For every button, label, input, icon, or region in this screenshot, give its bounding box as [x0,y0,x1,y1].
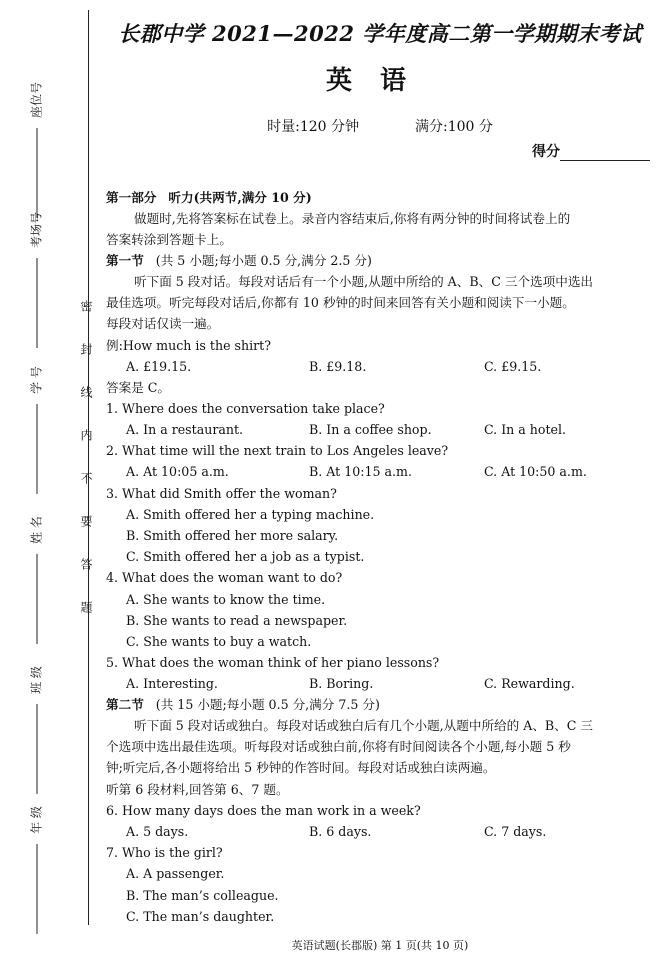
option-b: B. Boring. [309,676,374,691]
option-a: A. A passenger. [126,866,225,881]
section1-heading: 第一节 (共 5 小题;每小题 0.5 分,满分 2.5 分) [106,253,372,268]
exam-room-field [28,212,45,348]
exam-title: 长郡中学 2021—2022 学年度高二第一学期期末考试 [118,21,642,46]
section2-intro-line: 听下面 5 段对话或独白。每段对话或独白后有几个小题,从题中所给的 A、B、C 三 [134,718,594,733]
seal-notice: 密封线内不要答题 [79,300,93,644]
question-2: 2. What time will the next train to Los Angeles leave? [106,443,449,458]
option-c: C. The man’s daughter. [126,909,275,924]
option-c: C. At 10:50 a.m. [484,464,587,479]
name-label: 姓 名 [29,516,44,544]
option-c: C. In a hotel. [484,422,567,437]
example-option-b: B. £9.18. [309,359,367,374]
student-number-field [28,366,45,494]
class-field [28,666,45,794]
section1-intro-line: 听下面 5 段对话。每段对话后有一个小题,从题中所给的 A、B、C 三个选项中选出 [134,274,594,289]
name-blank[interactable] [35,554,37,644]
exam-meta [106,116,654,136]
grade-field [28,806,45,934]
example-answer: 答案是 C。 [106,380,171,395]
score-label: 得分 [532,144,560,160]
question-5: 5. What does the woman think of her piano lessons? [106,655,440,670]
question-6: 6. How many days does the man work in a week? [106,803,421,818]
example-question: 例:How much is the shirt? [106,338,271,353]
section1-intro-line: 每段对话仅读一遍。 [106,316,220,331]
option-a: A. In a restaurant. [126,422,244,437]
question-4: 4. What does the woman want to do? [106,570,343,585]
grade-label: 年 级 [29,806,44,834]
binding-margin [0,0,100,966]
class-blank[interactable] [35,704,37,794]
seat-number-blank[interactable] [35,128,37,218]
section2-heading: 第二节 (共 15 小题;每小题 0.5 分,满分 7.5 分) [106,697,380,712]
part1-intro-line: 答案转涂到答题卡上。 [106,232,232,247]
score-field [532,141,650,161]
subject-title: 英语 [325,66,434,96]
option-c: C. Rewarding. [484,676,575,691]
exam-room-label: 考场号 [29,211,44,249]
name-field [28,516,45,644]
question-7: 7. Who is the girl? [106,845,223,860]
section1-intro-line: 最佳选项。听完每段对话后,你都有 10 秒钟的时间来回答有关小题和阅读下一小题。 [106,295,575,310]
option-c: C. She wants to buy a watch. [126,634,312,649]
option-c: C. Smith offered her a job as a typist. [126,549,365,564]
seat-number-label: 座位号 [29,81,44,119]
part1-intro-line: 做题时,先将答案标在试卷上。录音内容结束后,你将有两分钟的时间将试卷上的 [134,211,571,226]
option-b: B. 6 days. [309,824,372,839]
option-a: A. She wants to know the time. [126,592,326,607]
option-b: B. She wants to read a newspaper. [126,613,348,628]
grade-blank[interactable] [35,844,37,934]
full-score: 满分:100 分 [415,119,493,135]
class-label: 班 级 [29,666,44,694]
seat-number-field [28,82,45,218]
example-option-a: A. £19.15. [126,359,192,374]
option-a: A. At 10:05 a.m. [126,464,229,479]
time-limit: 时量:120 分钟 [267,119,359,135]
question-1: 1. Where does the conversation take place? [106,401,385,416]
question-3: 3. What did Smith offer the woman? [106,486,337,501]
option-b: B. Smith offered her more salary. [126,528,339,543]
student-number-label: 学 号 [29,366,44,394]
score-blank[interactable] [560,146,650,161]
option-b: B. The man’s colleague. [126,888,279,903]
exam-room-blank[interactable] [35,258,37,348]
section2-intro-line: 个选项中选出最佳选项。听每段对话或独白前,你将有时间阅读各个小题,每小题 5 秒 [106,739,571,754]
example-option-c: C. £9.15. [484,359,542,374]
option-a: A. 5 days. [126,824,189,839]
option-b: B. At 10:15 a.m. [309,464,412,479]
option-a: A. Smith offered her a typing machine. [126,507,375,522]
page-footer: 英语试题(长郡版) 第 1 页(共 10 页) [291,939,469,952]
material-note: 听第 6 段材料,回答第 6、7 题。 [106,782,289,797]
option-c: C. 7 days. [484,824,547,839]
part1-heading: 第一部分 听力(共两节,满分 10 分) [106,190,312,205]
option-a: A. Interesting. [126,676,218,691]
student-number-blank[interactable] [35,404,37,494]
section2-intro-line: 钟;听完后,各小题将给出 5 秒钟的作答时间。每段对话或独白读两遍。 [106,760,496,775]
option-b: B. In a coffee shop. [309,422,432,437]
